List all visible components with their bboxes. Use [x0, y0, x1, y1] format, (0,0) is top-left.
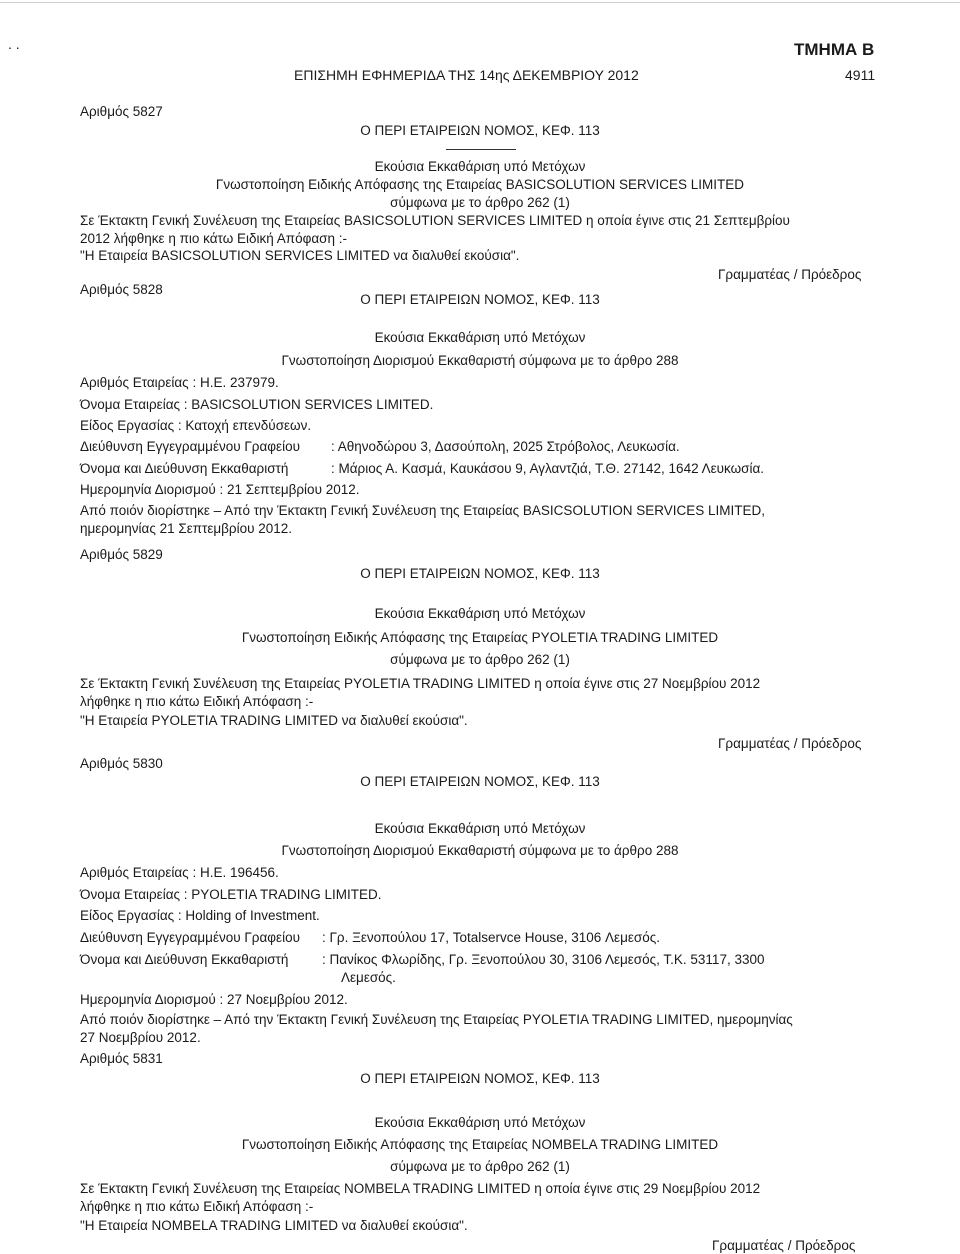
appointment-date-5828: Ημερομηνία Διορισμού : 21 Σεπτεμβρίου 2012.: [80, 482, 360, 497]
law-heading-5827: Ο ΠΕΡΙ ΕΤΑΙΡΕΙΩΝ ΝΟΜΟΣ, ΚΕΦ. 113: [360, 123, 600, 138]
liquidator-value-5828: : Μάριος Α. Κασμά, Καυκάσου 9, Αγλαντζιά, Τ.Θ. 27142, 1642 Λευκωσία.: [331, 461, 765, 476]
appointed-by-5830-1: Από ποιόν διορίστηκε – Από την Έκτακτη Γενική Συνέλευση της Εταιρείας PYOLETIA TRADING LIMITED, ημερομηνίας: [80, 1012, 793, 1027]
appointed-by-5828-1: Από ποιόν διορίστηκε – Από την Έκτακτη Γενική Συνέλευση της Εταιρείας BASICSOLUTION SERVICES LIMITED,: [80, 503, 765, 518]
signature-5831: Γραμματέας / Πρόεδρος: [712, 1238, 856, 1253]
business-type-5830: Είδος Εργασίας : Holding of Investment.: [80, 908, 320, 923]
notice-subtitle-5829: σύμφωνα με το άρθρο 262 (1): [390, 652, 570, 667]
body-line-5827-2: 2012 λήφθηκε η πιο κάτω Ειδική Απόφαση :-: [80, 231, 347, 246]
office-value-5828: : Αθηνοδώρου 3, Δασούπολη, 2025 Στρόβολος, Λευκωσία.: [331, 439, 680, 454]
page-number: 4911: [845, 67, 876, 83]
appointed-by-5828-2: ημερομηνίας 21 Σεπτεμβρίου 2012.: [80, 521, 293, 536]
liquidator-label-5828: Όνομα και Διεύθυνση Εκκαθαριστή: [80, 461, 289, 476]
notice-kind-5830: Εκούσια Εκκαθάριση υπό Μετόχων: [374, 821, 586, 836]
notice-title-5829: Γνωστοποίηση Ειδικής Απόφασης της Εταιρείας PYOLETIA TRADING LIMITED: [241, 630, 719, 645]
top-edge-line: [0, 2, 960, 3]
company-number-5830: Αριθμός Εταιρείας : Η.Ε. 196456.: [80, 865, 279, 880]
signature-5829: Γραμματέας / Πρόεδρος: [718, 736, 862, 751]
office-value-5830: : Γρ. Ξενοπούλου 17, Totalservce House, 3106 Λεμεσός.: [322, 930, 660, 945]
body-line-5829-2: λήφθηκε η πιο κάτω Ειδική Απόφαση :-: [80, 694, 314, 709]
liquidator-value-5830-cont: Λεμεσός.: [341, 970, 396, 985]
notice-kind-5829: Εκούσια Εκκαθάριση υπό Μετόχων: [374, 606, 586, 621]
resolution-5827: "Η Εταιρεία BASICSOLUTION SERVICES LIMITED να διαλυθεί εκούσια".: [80, 248, 520, 263]
scan-dots: . .: [8, 36, 20, 52]
appointed-by-5830-2: 27 Νοεμβρίου 2012.: [80, 1030, 201, 1045]
liquidator-label-5830: Όνομα και Διεύθυνση Εκκαθαριστή: [80, 952, 289, 967]
body-line-5831-1: Σε Έκτακτη Γενική Συνέλευση της Εταιρείας NOMBELA TRADING LIMITED η οποία έγινε στις 29 Νοεμβρίου 2012: [80, 1181, 761, 1196]
company-name-5830: Όνομα Εταιρείας : PYOLETIA TRADING LIMITED.: [80, 887, 382, 902]
resolution-5831: "Η Εταιρεία NOMBELA TRADING LIMITED να διαλυθεί εκούσια".: [80, 1218, 468, 1233]
resolution-5829: "Η Εταιρεία PYOLETIA TRADING LIMITED να διαλυθεί εκούσια".: [80, 713, 468, 728]
notice-kind-5828: Εκούσια Εκκαθάριση υπό Μετόχων: [374, 330, 586, 345]
signature-5827: Γραμματέας / Πρόεδρος: [718, 267, 862, 282]
notice-number-5830: Αριθμός 5830: [80, 756, 163, 771]
notice-title-5830: Γνωστοποίηση Διορισμού Εκκαθαριστή σύμφωνα με το άρθρο 288: [281, 843, 679, 858]
notice-subtitle-5831: σύμφωνα με το άρθρο 262 (1): [390, 1159, 570, 1174]
office-label-5830: Διεύθυνση Εγγεγραμμένου Γραφείου: [80, 930, 300, 945]
office-label-5828: Διεύθυνση Εγγεγραμμένου Γραφείου: [80, 439, 300, 454]
law-heading-5828: Ο ΠΕΡΙ ΕΤΑΙΡΕΙΩΝ ΝΟΜΟΣ, ΚΕΦ. 113: [360, 292, 600, 307]
notice-title-5828: Γνωστοποίηση Διορισμού Εκκαθαριστή σύμφωνα με το άρθρο 288: [281, 353, 679, 368]
notice-number-5831: Αριθμός 5831: [80, 1051, 163, 1066]
notice-number-5829: Αριθμός 5829: [80, 547, 163, 562]
law-heading-5829: Ο ΠΕΡΙ ΕΤΑΙΡΕΙΩΝ ΝΟΜΟΣ, ΚΕΦ. 113: [360, 566, 600, 581]
divider-5827: [446, 149, 516, 150]
body-line-5831-2: λήφθηκε η πιο κάτω Ειδική Απόφαση :-: [80, 1199, 314, 1214]
law-heading-5830: Ο ΠΕΡΙ ΕΤΑΙΡΕΙΩΝ ΝΟΜΟΣ, ΚΕΦ. 113: [360, 774, 600, 789]
notice-number-5827: Αριθμός 5827: [80, 104, 163, 119]
section-heading: ΤΜΗΜΑ Β: [794, 40, 875, 59]
gazette-title: ΕΠΙΣΗΜΗ ΕΦΗΜΕΡΙΔΑ ΤΗΣ 14ης ΔΕΚΕΜΒΡΙΟΥ 2012: [294, 67, 639, 83]
law-heading-5831: Ο ΠΕΡΙ ΕΤΑΙΡΕΙΩΝ ΝΟΜΟΣ, ΚΕΦ. 113: [360, 1071, 600, 1086]
body-line-5829-1: Σε Έκτακτη Γενική Συνέλευση της Εταιρείας PYOLETIA TRADING LIMITED η οποία έγινε στις 27 Νοεμβρίου 2012: [80, 676, 761, 691]
notice-kind-5827: Εκούσια Εκκαθάριση υπό Μετόχων: [374, 159, 586, 174]
notice-subtitle-5827: σύμφωνα με το άρθρο 262 (1): [390, 195, 570, 210]
business-type-5828: Είδος Εργασίας : Κατοχή επενδύσεων.: [80, 418, 312, 433]
notice-number-5828: Αριθμός 5828: [80, 282, 163, 297]
notice-kind-5831: Εκούσια Εκκαθάριση υπό Μετόχων: [374, 1115, 586, 1130]
company-number-5828: Αριθμός Εταιρείας : Η.Ε. 237979.: [80, 375, 279, 390]
notice-title-5831: Γνωστοποίηση Ειδικής Απόφασης της Εταιρείας NOMBELA TRADING LIMITED: [241, 1137, 719, 1152]
appointment-date-5830: Ημερομηνία Διορισμού : 27 Νοεμβρίου 2012.: [80, 992, 348, 1007]
notice-title-5827: Γνωστοποίηση Ειδικής Απόφασης της Εταιρείας BASICSOLUTION SERVICES LIMITED: [215, 177, 745, 192]
body-line-5827-1: Σε Έκτακτη Γενική Συνέλευση της Εταιρείας BASICSOLUTION SERVICES LIMITED η οποία έγινε στις 21 Σεπτεμβρίου: [80, 213, 790, 228]
company-name-5828: Όνομα Εταιρείας : BASICSOLUTION SERVICES LIMITED.: [80, 397, 434, 412]
liquidator-value-5830: : Πανίκος Φλωρίδης, Γρ. Ξενοπούλου 30, 3106 Λεμεσός, Τ.Κ. 53117, 3300: [322, 952, 765, 967]
